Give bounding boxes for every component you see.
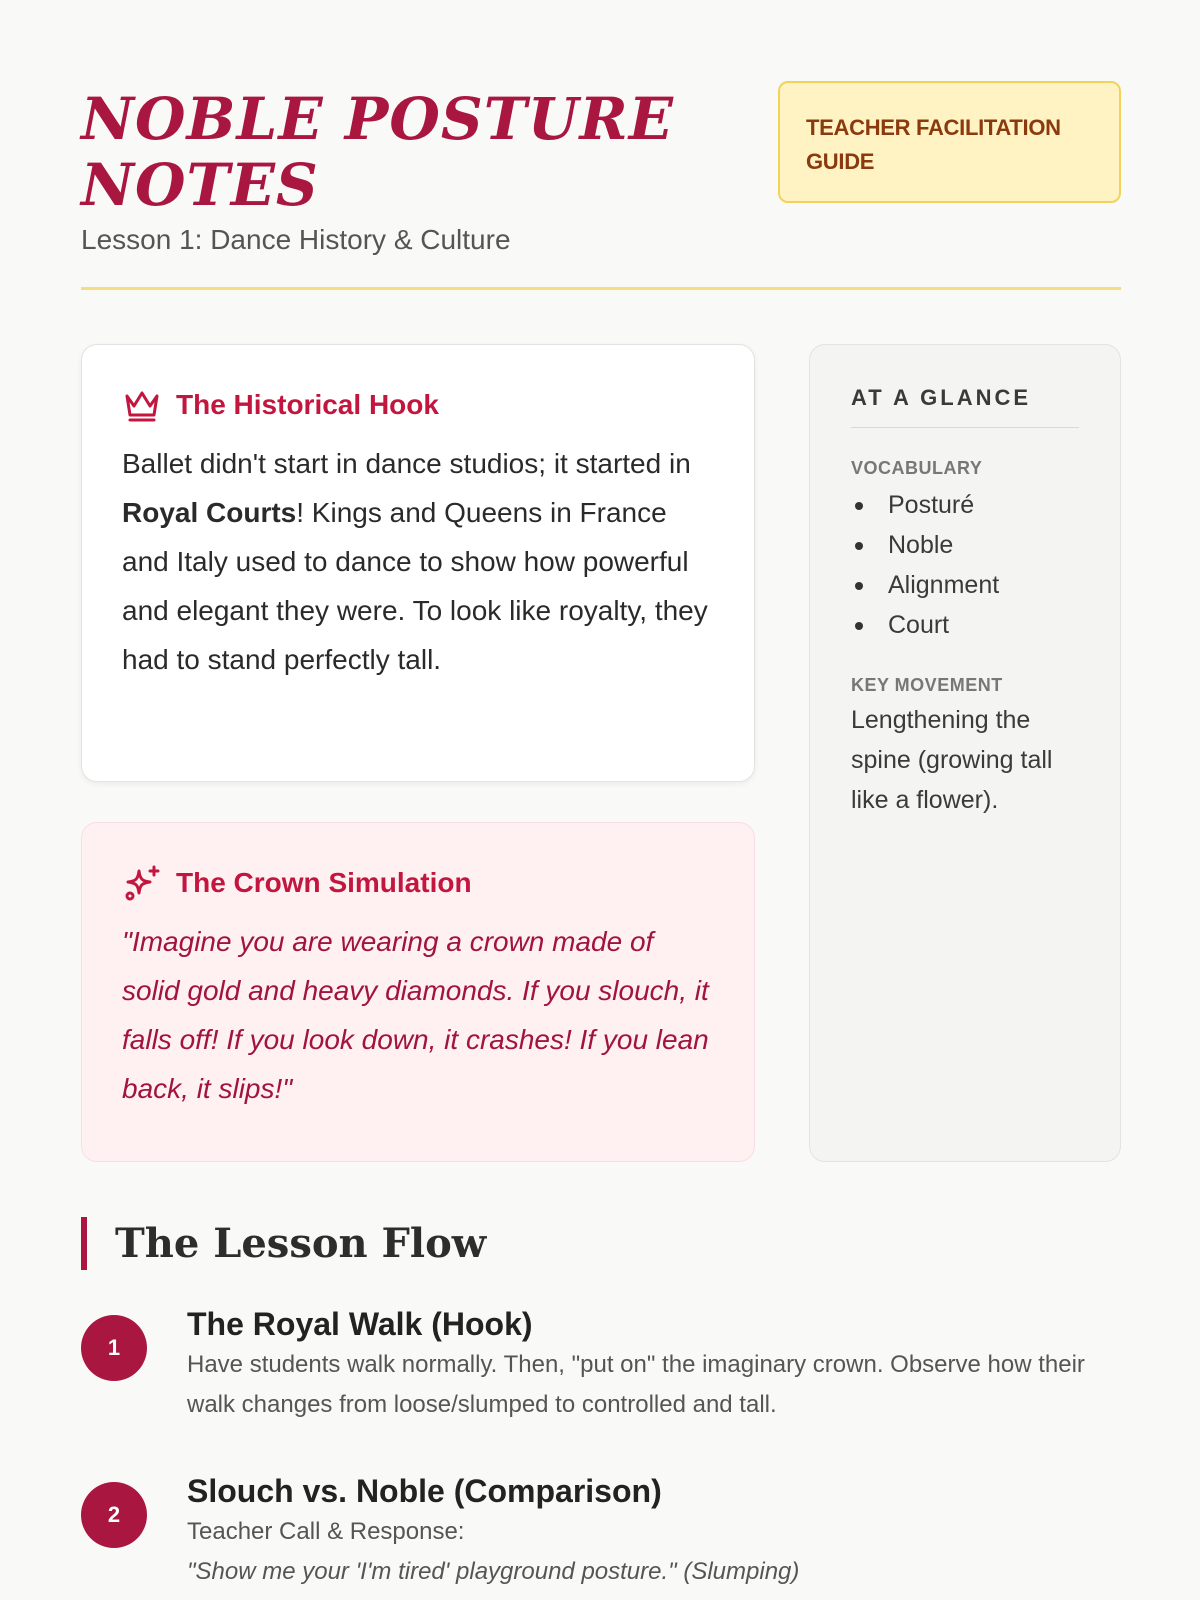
sparkles-icon	[122, 863, 162, 903]
step-quote: "Show me your 'I'm tired' playground posture." (Slumping)	[187, 1558, 800, 1585]
step-title: The Royal Walk (Hook)	[187, 1306, 533, 1342]
step-number-badge: 2	[81, 1482, 147, 1548]
at-a-glance-panel	[809, 344, 1121, 1162]
step-title: Slouch vs. Noble (Comparison)	[187, 1473, 662, 1509]
step-content	[187, 1470, 1121, 1592]
hook-heading	[122, 385, 714, 425]
step-description: Teacher Call & Response:	[187, 1518, 465, 1545]
key-movement-text: Lengthening the spine (growing tall like a flower).	[851, 706, 1053, 814]
vocab-item: Alignment	[851, 565, 1079, 605]
historical-hook-card	[81, 344, 755, 782]
step-description: Have students walk normally. Then, "put on" the imaginary crown. Observe how their walk changes from loose/slumped to controlled and tall.	[187, 1351, 1085, 1418]
simulation-heading	[122, 863, 714, 903]
lesson-flow-heading: The Lesson Flow	[81, 1217, 486, 1270]
step-content	[187, 1303, 1121, 1425]
crown-icon	[122, 385, 162, 425]
vocab-item: Court	[851, 605, 1079, 645]
glance-title: AT A GLANCE	[851, 385, 1079, 428]
vocab-item: Noble	[851, 525, 1079, 565]
crown-simulation-card	[81, 822, 755, 1162]
key-movement-label: KEY MOVEMENT	[851, 675, 1003, 695]
royal-courts-emphasis: Royal Courts	[122, 497, 297, 528]
step-number-badge: 1	[81, 1315, 147, 1381]
facilitation-badge: TEACHER FACILITATION GUIDE	[778, 81, 1121, 203]
lesson-subtitle: Lesson 1: Dance History & Culture	[81, 224, 511, 255]
vocabulary-label: VOCABULARY	[851, 458, 983, 478]
simulation-quote: "Imagine you are wearing a crown made of solid gold and heavy diamonds. If you slouch, it falls off! If you look down, it crashes! If you lean back, it slips!"	[122, 926, 709, 1104]
header-divider	[81, 287, 1121, 290]
vocabulary-list	[851, 485, 1079, 645]
hook-text: Ballet didn't start in dance studios; it started in Royal Courts! Kings and Queens in France and Italy used to dance to show how powerful and elegant they were. To look like royalty, they had to stand perfectly tall.	[122, 448, 708, 675]
page-title: NOBLE POSTURE NOTES	[81, 85, 674, 219]
hook-heading-text: The Historical Hook	[176, 389, 439, 420]
simulation-heading-text: The Crown Simulation	[176, 867, 472, 898]
vocab-item: Posturé	[851, 485, 1079, 525]
